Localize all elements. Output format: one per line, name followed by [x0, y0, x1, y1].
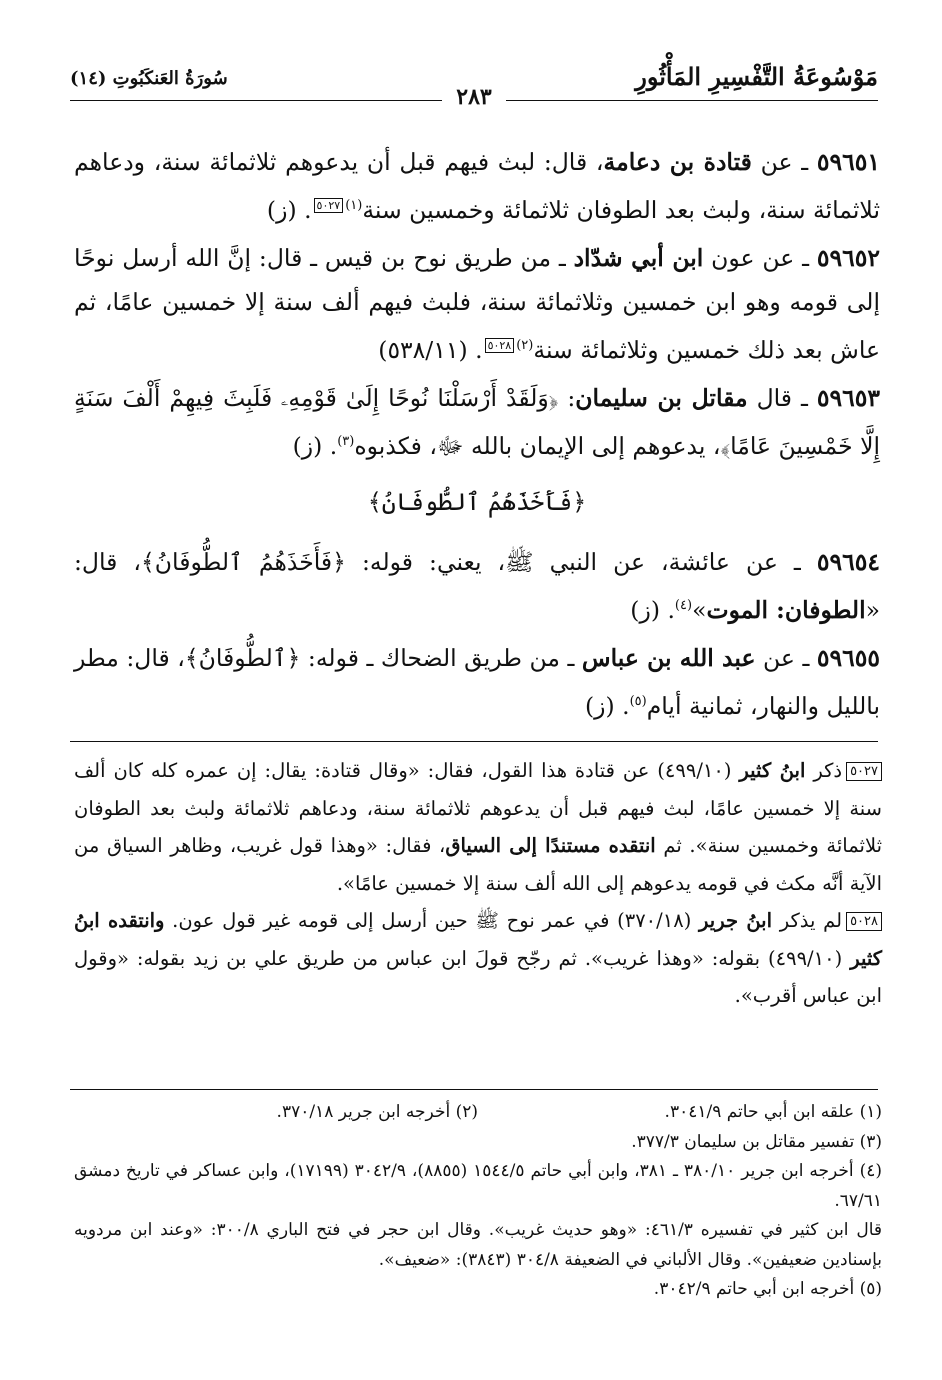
narration — [74, 236, 880, 372]
book-title: مَوْسُوعَةُ التَّفْسِيرِ المَأْثُورِ — [635, 62, 878, 91]
narrator-name: ابن أبي شدّاد — [573, 243, 704, 272]
narration — [74, 540, 880, 632]
narration-text: ، قال: لبث فيهم قبل أن يدعوهم ثلاثمائة سنة، ودعاهم ثلاثمائة سنة، ولبث بعد الطوفان ثلاثمائة وخمسين سنة — [74, 148, 880, 224]
narrations-block-1 — [74, 140, 880, 471]
footnote: (٥) أخرجه ابن أبي حاتم ٣٠٤٢/٩. — [653, 1279, 882, 1299]
footnote-row — [74, 1098, 882, 1128]
commentary-ref-box: ٥٠٢٧ — [314, 198, 344, 213]
commentary-number-box: ٥٠٢٧ — [846, 762, 882, 781]
commentary-divider — [70, 741, 878, 742]
page-number: ٢٨٣ — [442, 84, 505, 110]
narration-tail: . (ز) — [630, 595, 675, 624]
narration-tail: . (ز) — [266, 195, 312, 224]
narration-number: ٥٩٦٥٢ — [816, 243, 880, 272]
footnote: قال ابن كثير في تفسيره ٤٦١/٣: «وهو حديث غريب». وقال ابن حجر في فتح الباري ٣٠٠/٨: «وعند ابن مردويه بإسنادين ضعيفين». وقال الألباني في الضعيفة ٣٠٤/٨ (٣٨٤٣): «ضعيف». — [74, 1220, 883, 1270]
commentary-note — [74, 902, 882, 1015]
scholar-name: ابنُ جرير — [699, 909, 773, 932]
narrator-name: قتادة بن دعامة — [603, 148, 752, 176]
commentary-section — [74, 752, 882, 1015]
commentary-text: ذكر — [805, 759, 843, 782]
commentary-text: (٤٩٩/١٠) عن قتادة هذا القول، فقال: «وقال قتادة: يقال: إن عمره كله كان ألف سنة إلا خمسين عامًا، لبث فيهم قبل أن يدعوهم ثلاثمائة سنة، ودعاهم ثلاثمائة ولبث بعد الطوفان ثلاثمائة وخمسين سنة». ثم — [74, 759, 883, 857]
narrations-block-2 — [74, 540, 880, 732]
page-number-wrap — [70, 84, 878, 110]
page-header — [70, 62, 878, 122]
surah-label: سُورَةُ العَنكَبُوتِ (١٤) — [70, 68, 228, 89]
narration-number: ٥٩٦٥٥ — [816, 643, 880, 672]
narration-text: ـ عن عون — [703, 243, 810, 272]
footnote-ref: (١) — [345, 198, 363, 213]
commentary-text: (٤٩٩/١٠) بقوله: «وهذا غريب». ثم رجّح قولَ ابن عباس من طريق علي بن زيد بقوله: «وقول ابن عباس أقرب». — [74, 946, 882, 1007]
narration — [74, 140, 880, 232]
narration-number: ٥٩٦٥٤ — [816, 548, 880, 576]
footnote: (٢) أخرجه ابن جرير ٣٧٠/١٨. — [276, 1102, 478, 1122]
commentary-number-box: ٥٠٢٨ — [846, 912, 882, 931]
narration-text: ـ من طريق نوح بن قيس ـ قال: إنَّ الله أرسل نوحًا إلى قومه وهو ابن خمسين وثلاثمائة سنة، فلبث فيهم ألف سنة إلا خمسين عامًا، ثم عاش بعد ذلك خمسين وثلاثمائة سنة — [74, 243, 880, 364]
narration — [74, 376, 880, 468]
narrator-name: مقاتل بن سليمان — [575, 383, 748, 412]
footnote-ref: (٢) — [516, 337, 534, 353]
commentary-text: ، فقال: «وهذا قول غريب، وظاهر السياق من الآية أنَّه مكث في قومه يدعوهم إلى الله ألف سنة إلا خمسين عامًا». — [74, 834, 882, 895]
narration-text: ـ من طريق الضحاك ـ قوله: ﴿ٱلطُّوفَانُ﴾، قال: مطر بالليل والنهار، ثمانية أيام — [74, 643, 880, 720]
narration-text: ـ عن عائشة، عن النبي ﷺ، يعني: قوله: ﴿فَأَخَذَهُمُ ٱلطُّوفَانُ﴾، قال: « — [74, 548, 880, 624]
narrator-name: عبد الله بن عباس — [581, 643, 756, 672]
footnote-ref: (٤) — [674, 598, 693, 613]
narration-text: » — [692, 595, 707, 624]
narration-text: ـ عن — [751, 148, 809, 176]
commentary-emphasis: انتقده مستندًا إلى السياق — [445, 834, 656, 857]
commentary-emphasis: وانتقده ابنُ كثير — [74, 909, 882, 970]
commentary-ref-box: ٥٠٢٨ — [485, 338, 515, 353]
narration-text: ـ عن — [755, 643, 810, 672]
footnotes — [74, 1098, 882, 1305]
footnote-ref: (٣) — [337, 433, 355, 449]
narration-tail: . (٥٣٨/١١) — [378, 335, 483, 364]
footnote: (١) علقه ابن أبي حاتم ٣٠٤١/٩. — [664, 1102, 882, 1122]
commentary-note — [74, 752, 882, 902]
narration-quote: الطوفان: الموت — [706, 595, 866, 624]
scholar-name: ابنُ كثير — [739, 759, 806, 782]
narration-tail: . (ز) — [584, 691, 630, 720]
footnote: (٤) أخرجه ابن جرير ٣٨٠/١٠ ـ ٣٨١، وابن أبي حاتم ١٥٤٤/٥ (٨٨٥٥)، ٣٠٤٢/٩ (١٧١٩٩)، وابن عساكر في تاريخ دمشق ٦٧/٦١. — [74, 1161, 882, 1211]
commentary-text: (٣٧٠/١٨) في عمر نوح ﷺ حين أرسل إلى قومه غير قول عون. — [164, 909, 700, 932]
commentary-text: لم يذكر — [772, 909, 843, 932]
narration — [74, 636, 880, 728]
verse-heading: ﴿فَأَخَذَهُمُ ٱلطُّوفَانُ﴾ — [367, 488, 587, 516]
narration-number: ٥٩٦٥٣ — [816, 383, 880, 412]
footnote: (٣) تفسير مقاتل بن سليمان ٣٧٧/٣. — [631, 1131, 882, 1152]
narration-text: ـ قال — [747, 383, 808, 412]
footnotes-divider — [70, 1089, 878, 1090]
footnote-ref: (٥) — [629, 693, 647, 709]
narration-tail: . (ز) — [292, 431, 338, 460]
narration-text: : ﴿وَلَقَدْ أَرْسَلْنَا نُوحًا إِلَىٰ قَوْمِهِۦ فَلَبِثَ فِيهِمْ أَلْفَ سَنَةٍ إِلَّا خَمْسِينَ عَامًا﴾، يدعوهم إلى الإيمان بالله ﷻ، فكذبوه — [74, 383, 880, 460]
narration-number: ٥٩٦٥١ — [816, 148, 880, 176]
